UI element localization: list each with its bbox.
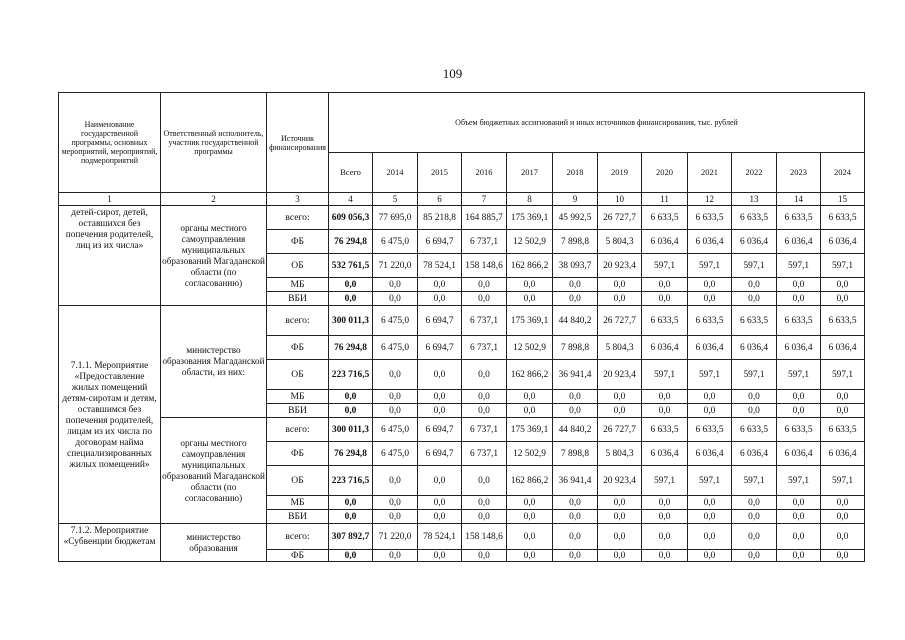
total-cell: 300 011,3 — [329, 418, 373, 442]
value-cell: 0,0 — [373, 496, 418, 510]
value-cell: 6 633,5 — [821, 206, 865, 230]
value-cell: 6 475,0 — [373, 306, 418, 336]
source-cell: ФБ — [267, 442, 329, 466]
source-cell: всего: — [267, 524, 329, 550]
header-year: 2015 — [418, 153, 462, 193]
column-number: 4 — [329, 193, 373, 206]
value-cell: 0,0 — [553, 278, 598, 292]
value-cell: 26 727,7 — [598, 306, 642, 336]
value-cell: 0,0 — [777, 524, 821, 550]
value-cell: 0,0 — [462, 390, 507, 404]
source-cell: МБ — [267, 496, 329, 510]
header-year: 2024 — [821, 153, 865, 193]
value-cell: 6 633,5 — [642, 306, 688, 336]
value-cell: 0,0 — [373, 404, 418, 418]
total-cell: 532 761,5 — [329, 254, 373, 278]
executor-cell: министерство образования — [161, 524, 267, 562]
total-cell: 223 716,5 — [329, 360, 373, 390]
header-year: 2019 — [598, 153, 642, 193]
value-cell: 0,0 — [732, 278, 777, 292]
total-cell: 0,0 — [329, 510, 373, 524]
value-cell: 0,0 — [688, 390, 732, 404]
column-number: 9 — [553, 193, 598, 206]
value-cell: 0,0 — [418, 278, 462, 292]
source-cell: всего: — [267, 418, 329, 442]
value-cell: 6 633,5 — [777, 418, 821, 442]
program-name-cell: детей-сирот, детей, оставшихся без попечения родителей, лиц из их числа» — [59, 206, 161, 306]
value-cell: 597,1 — [688, 360, 732, 390]
header-total: Всего — [329, 153, 373, 193]
value-cell: 0,0 — [642, 404, 688, 418]
value-cell: 0,0 — [688, 510, 732, 524]
value-cell: 78 524,1 — [418, 524, 462, 550]
value-cell: 6 036,4 — [688, 442, 732, 466]
header-year: 2017 — [507, 153, 553, 193]
value-cell: 6 737,1 — [462, 442, 507, 466]
value-cell: 0,0 — [732, 390, 777, 404]
value-cell: 6 633,5 — [821, 418, 865, 442]
value-cell: 0,0 — [462, 550, 507, 562]
value-cell: 0,0 — [507, 404, 553, 418]
value-cell: 597,1 — [642, 254, 688, 278]
value-cell: 0,0 — [507, 550, 553, 562]
source-cell: ФБ — [267, 550, 329, 562]
total-cell: 76 294,8 — [329, 442, 373, 466]
value-cell: 0,0 — [418, 390, 462, 404]
source-cell: ОБ — [267, 360, 329, 390]
value-cell: 0,0 — [373, 466, 418, 496]
header-volume: Объем бюджетных ассигнований и иных источников финансирования, тыс. рублей — [329, 93, 865, 153]
value-cell: 6 633,5 — [732, 418, 777, 442]
value-cell: 597,1 — [777, 360, 821, 390]
value-cell: 0,0 — [507, 292, 553, 306]
column-number: 8 — [507, 193, 553, 206]
value-cell: 0,0 — [688, 550, 732, 562]
value-cell: 6 737,1 — [462, 230, 507, 254]
value-cell: 158 148,6 — [462, 254, 507, 278]
column-number: 12 — [688, 193, 732, 206]
header-program: Наименование государственной программы, основных мероприятий, мероприятий, подмероприятий — [59, 93, 161, 193]
value-cell: 0,0 — [642, 390, 688, 404]
value-cell: 0,0 — [732, 510, 777, 524]
value-cell: 0,0 — [821, 390, 865, 404]
value-cell: 20 923,4 — [598, 360, 642, 390]
total-cell: 223 716,5 — [329, 466, 373, 496]
value-cell: 6 036,4 — [821, 442, 865, 466]
total-cell: 300 011,3 — [329, 306, 373, 336]
table-row — [59, 524, 865, 550]
value-cell: 20 923,4 — [598, 254, 642, 278]
value-cell: 5 804,3 — [598, 442, 642, 466]
value-cell: 0,0 — [777, 292, 821, 306]
executor-cell: органы местного самоуправления муниципальных образований Магаданской области (по согласованию) — [161, 418, 267, 524]
value-cell: 5 804,3 — [598, 230, 642, 254]
value-cell: 6 633,5 — [642, 418, 688, 442]
total-cell: 0,0 — [329, 404, 373, 418]
value-cell: 597,1 — [821, 466, 865, 496]
source-cell: ОБ — [267, 466, 329, 496]
value-cell: 6 737,1 — [462, 418, 507, 442]
total-cell: 0,0 — [329, 496, 373, 510]
executor-cell: органы местного самоуправления муниципальных образований Магаданской области (по согласованию) — [161, 206, 267, 306]
value-cell: 6 475,0 — [373, 230, 418, 254]
value-cell: 0,0 — [642, 496, 688, 510]
value-cell: 6 633,5 — [777, 206, 821, 230]
value-cell: 0,0 — [598, 278, 642, 292]
value-cell: 0,0 — [418, 292, 462, 306]
source-cell: МБ — [267, 390, 329, 404]
value-cell: 0,0 — [777, 390, 821, 404]
source-cell: ФБ — [267, 230, 329, 254]
value-cell: 162 866,2 — [507, 360, 553, 390]
value-cell: 0,0 — [821, 496, 865, 510]
value-cell: 0,0 — [642, 510, 688, 524]
value-cell: 6 036,4 — [777, 442, 821, 466]
header-year: 2021 — [688, 153, 732, 193]
value-cell: 164 885,7 — [462, 206, 507, 230]
value-cell: 6 036,4 — [777, 336, 821, 360]
value-cell: 7 898,8 — [553, 336, 598, 360]
header-executor: Ответственный исполнитель, участник государственной программы — [161, 93, 267, 193]
column-number: 3 — [267, 193, 329, 206]
column-number: 11 — [642, 193, 688, 206]
value-cell: 0,0 — [777, 496, 821, 510]
value-cell: 45 992,5 — [553, 206, 598, 230]
source-cell: ОБ — [267, 254, 329, 278]
value-cell: 0,0 — [373, 292, 418, 306]
value-cell: 0,0 — [821, 510, 865, 524]
value-cell: 6 036,4 — [821, 336, 865, 360]
value-cell: 0,0 — [553, 390, 598, 404]
total-cell: 76 294,8 — [329, 336, 373, 360]
value-cell: 0,0 — [553, 404, 598, 418]
value-cell: 6 475,0 — [373, 442, 418, 466]
value-cell: 0,0 — [462, 278, 507, 292]
value-cell: 6 633,5 — [688, 206, 732, 230]
value-cell: 85 218,8 — [418, 206, 462, 230]
value-cell: 6 694,7 — [418, 336, 462, 360]
value-cell: 6 737,1 — [462, 336, 507, 360]
value-cell: 0,0 — [462, 496, 507, 510]
value-cell: 0,0 — [732, 550, 777, 562]
column-number: 1 — [59, 193, 161, 206]
value-cell: 0,0 — [821, 292, 865, 306]
value-cell: 6 475,0 — [373, 336, 418, 360]
column-number: 2 — [161, 193, 267, 206]
value-cell: 0,0 — [688, 292, 732, 306]
value-cell: 6 036,4 — [688, 336, 732, 360]
value-cell: 71 220,0 — [373, 254, 418, 278]
executor-cell: министерство образования Магаданской области, из них: — [161, 306, 267, 418]
total-cell: 609 056,3 — [329, 206, 373, 230]
value-cell: 12 502,9 — [507, 230, 553, 254]
value-cell: 6 633,5 — [821, 306, 865, 336]
value-cell: 597,1 — [777, 466, 821, 496]
value-cell: 0,0 — [642, 524, 688, 550]
source-cell: ВБИ — [267, 510, 329, 524]
value-cell: 597,1 — [642, 466, 688, 496]
source-cell: ФБ — [267, 336, 329, 360]
value-cell: 0,0 — [688, 278, 732, 292]
total-cell: 76 294,8 — [329, 230, 373, 254]
value-cell: 162 866,2 — [507, 254, 553, 278]
value-cell: 0,0 — [688, 524, 732, 550]
value-cell: 0,0 — [598, 496, 642, 510]
value-cell: 0,0 — [418, 510, 462, 524]
header-source: Источник финансирования — [267, 93, 329, 193]
value-cell: 175 369,1 — [507, 206, 553, 230]
value-cell: 0,0 — [373, 278, 418, 292]
value-cell: 6 036,4 — [732, 230, 777, 254]
value-cell: 0,0 — [373, 550, 418, 562]
value-cell: 0,0 — [373, 390, 418, 404]
value-cell: 12 502,9 — [507, 336, 553, 360]
value-cell: 0,0 — [642, 278, 688, 292]
value-cell: 0,0 — [507, 390, 553, 404]
value-cell: 0,0 — [507, 278, 553, 292]
value-cell: 0,0 — [598, 524, 642, 550]
value-cell: 597,1 — [688, 466, 732, 496]
value-cell: 0,0 — [507, 496, 553, 510]
value-cell: 0,0 — [777, 404, 821, 418]
value-cell: 0,0 — [462, 510, 507, 524]
column-number: 6 — [418, 193, 462, 206]
value-cell: 6 633,5 — [688, 418, 732, 442]
value-cell: 0,0 — [732, 524, 777, 550]
value-cell: 0,0 — [777, 278, 821, 292]
value-cell: 6 694,7 — [418, 230, 462, 254]
total-cell: 0,0 — [329, 550, 373, 562]
value-cell: 6 036,4 — [777, 230, 821, 254]
value-cell: 158 148,6 — [462, 524, 507, 550]
value-cell: 6 633,5 — [777, 306, 821, 336]
value-cell: 6 737,1 — [462, 306, 507, 336]
value-cell: 20 923,4 — [598, 466, 642, 496]
page-number: 109 — [442, 66, 463, 81]
value-cell: 71 220,0 — [373, 524, 418, 550]
value-cell: 0,0 — [373, 360, 418, 390]
column-number: 7 — [462, 193, 507, 206]
value-cell: 77 695,0 — [373, 206, 418, 230]
value-cell: 6 036,4 — [732, 442, 777, 466]
value-cell: 26 727,7 — [598, 418, 642, 442]
value-cell: 0,0 — [462, 404, 507, 418]
value-cell: 175 369,1 — [507, 306, 553, 336]
header-year: 2016 — [462, 153, 507, 193]
value-cell: 0,0 — [373, 510, 418, 524]
value-cell: 6 036,4 — [642, 336, 688, 360]
table-row — [59, 418, 865, 442]
value-cell: 6 633,5 — [732, 306, 777, 336]
value-cell: 6 633,5 — [642, 206, 688, 230]
column-number: 13 — [732, 193, 777, 206]
value-cell: 0,0 — [553, 524, 598, 550]
column-numbers-row — [59, 193, 865, 206]
value-cell: 0,0 — [732, 292, 777, 306]
value-cell: 6 475,0 — [373, 418, 418, 442]
total-cell: 0,0 — [329, 278, 373, 292]
program-name-cell: 7.1.1. Мероприятие «Предоставление жилых помещений детям-сиротам и детям, оставшимся без попечения родителей, лицам из их числа по договорам найма специализированных жилых помещений» — [59, 306, 161, 524]
value-cell: 26 727,7 — [598, 206, 642, 230]
value-cell: 0,0 — [598, 292, 642, 306]
table-row — [59, 206, 865, 230]
value-cell: 78 524,1 — [418, 254, 462, 278]
value-cell: 162 866,2 — [507, 466, 553, 496]
column-number: 15 — [821, 193, 865, 206]
value-cell: 7 898,8 — [553, 230, 598, 254]
value-cell: 0,0 — [642, 292, 688, 306]
value-cell: 6 694,7 — [418, 306, 462, 336]
value-cell: 0,0 — [598, 550, 642, 562]
value-cell: 0,0 — [418, 404, 462, 418]
value-cell: 597,1 — [777, 254, 821, 278]
table-row — [59, 306, 865, 336]
value-cell: 0,0 — [418, 550, 462, 562]
value-cell: 597,1 — [642, 360, 688, 390]
value-cell: 0,0 — [598, 390, 642, 404]
source-cell: всего: — [267, 206, 329, 230]
value-cell: 597,1 — [732, 360, 777, 390]
value-cell: 6 633,5 — [688, 306, 732, 336]
value-cell: 0,0 — [821, 278, 865, 292]
value-cell: 36 941,4 — [553, 360, 598, 390]
value-cell: 36 941,4 — [553, 466, 598, 496]
value-cell: 0,0 — [553, 550, 598, 562]
column-number: 5 — [373, 193, 418, 206]
value-cell: 6 036,4 — [821, 230, 865, 254]
value-cell: 597,1 — [732, 466, 777, 496]
value-cell: 597,1 — [821, 360, 865, 390]
value-cell: 6 694,7 — [418, 418, 462, 442]
value-cell: 597,1 — [732, 254, 777, 278]
header-year: 2022 — [732, 153, 777, 193]
value-cell: 44 840,2 — [553, 306, 598, 336]
source-cell: ВБИ — [267, 404, 329, 418]
value-cell: 0,0 — [462, 360, 507, 390]
value-cell: 0,0 — [688, 496, 732, 510]
value-cell: 12 502,9 — [507, 442, 553, 466]
value-cell: 6 694,7 — [418, 442, 462, 466]
value-cell: 0,0 — [821, 404, 865, 418]
value-cell: 0,0 — [732, 496, 777, 510]
program-name-cell: 7.1.2. Мероприятие «Субвенции бюджетам — [59, 524, 161, 562]
value-cell: 6 633,5 — [732, 206, 777, 230]
value-cell: 38 093,7 — [553, 254, 598, 278]
source-cell: ВБИ — [267, 292, 329, 306]
value-cell: 0,0 — [688, 404, 732, 418]
value-cell: 0,0 — [507, 524, 553, 550]
value-cell: 0,0 — [462, 466, 507, 496]
value-cell: 175 369,1 — [507, 418, 553, 442]
total-cell: 307 892,7 — [329, 524, 373, 550]
value-cell: 6 036,4 — [642, 230, 688, 254]
value-cell: 597,1 — [821, 254, 865, 278]
value-cell: 0,0 — [777, 510, 821, 524]
value-cell: 0,0 — [821, 550, 865, 562]
column-number: 14 — [777, 193, 821, 206]
value-cell: 0,0 — [598, 404, 642, 418]
value-cell: 0,0 — [553, 496, 598, 510]
value-cell: 44 840,2 — [553, 418, 598, 442]
value-cell: 0,0 — [598, 510, 642, 524]
header-year: 2018 — [553, 153, 598, 193]
value-cell: 6 036,4 — [642, 442, 688, 466]
value-cell: 5 804,3 — [598, 336, 642, 360]
value-cell: 6 036,4 — [688, 230, 732, 254]
value-cell: 0,0 — [507, 510, 553, 524]
total-cell: 0,0 — [329, 390, 373, 404]
header-year: 2020 — [642, 153, 688, 193]
value-cell: 597,1 — [688, 254, 732, 278]
value-cell: 0,0 — [821, 524, 865, 550]
value-cell: 0,0 — [418, 360, 462, 390]
value-cell: 0,0 — [553, 510, 598, 524]
column-number: 10 — [598, 193, 642, 206]
total-cell: 0,0 — [329, 292, 373, 306]
source-cell: МБ — [267, 278, 329, 292]
budget-table — [58, 92, 865, 562]
value-cell: 0,0 — [777, 550, 821, 562]
value-cell: 0,0 — [642, 550, 688, 562]
value-cell: 0,0 — [553, 292, 598, 306]
value-cell: 0,0 — [732, 404, 777, 418]
source-cell: всего: — [267, 306, 329, 336]
value-cell: 0,0 — [418, 496, 462, 510]
value-cell: 6 036,4 — [732, 336, 777, 360]
header-year: 2023 — [777, 153, 821, 193]
value-cell: 0,0 — [462, 292, 507, 306]
value-cell: 7 898,8 — [553, 442, 598, 466]
value-cell: 0,0 — [418, 466, 462, 496]
header-year: 2014 — [373, 153, 418, 193]
